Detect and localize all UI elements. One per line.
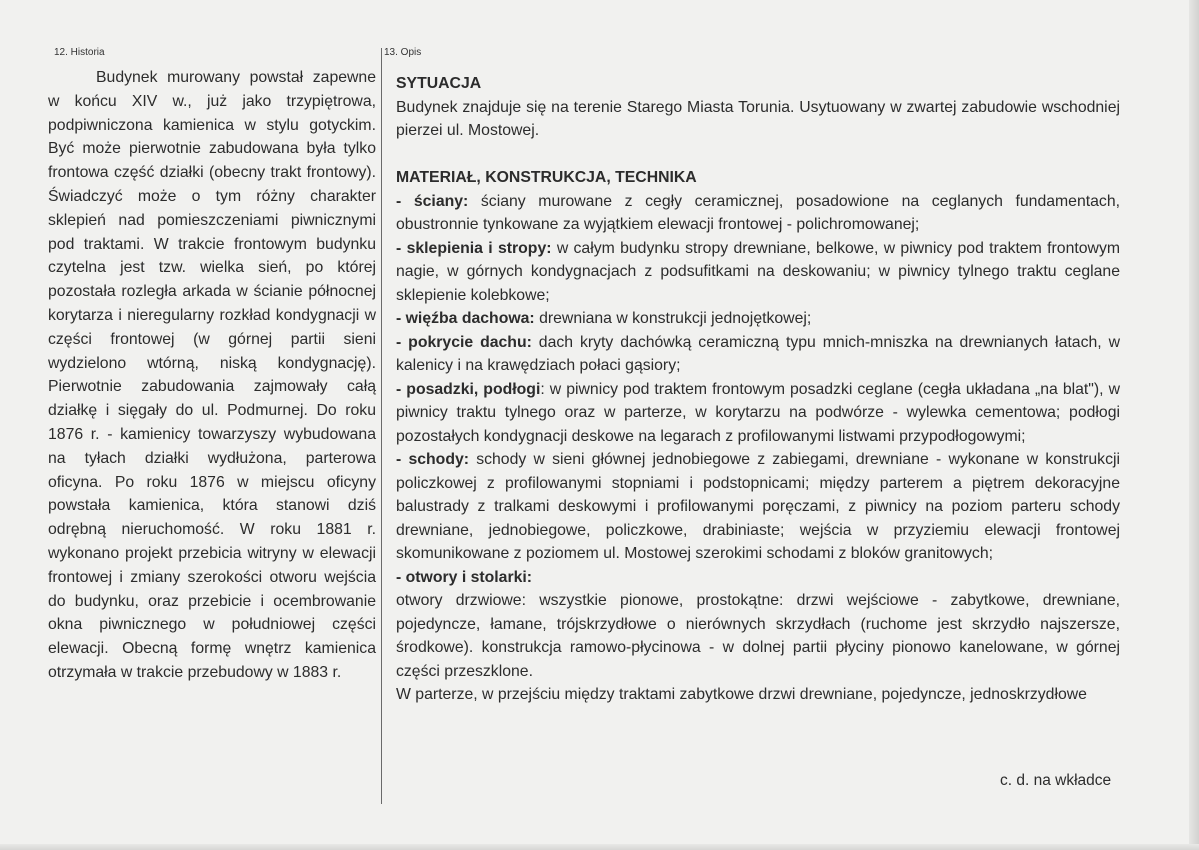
last-line: W parterze, w przejściu między traktami zabytkowe drzwi drewniane, pojedyncze, jednoskrzydłowe (396, 686, 1087, 703)
item-text: dach kryty dachówką ceramiczną typu mnich-mniszka na drewnianych łatach, w kalenicy i na krawędziach połaci gąsiory; (396, 333, 1121, 374)
item-walls (396, 190, 1120, 237)
item-label: - więźba dachowa: (396, 310, 535, 327)
item-label: - pokrycie dachu: (396, 333, 532, 351)
item-label: - posadzki, podłogi (396, 380, 541, 398)
item-text: w całym budynku stropy drewniane, belkowe, w piwnicy pod traktem frontowym nagie, w górnych kondygnacjach z podsufitkami na deskowaniu; w piwnicy tylnego traktu ceglane sklepienie kolebkowe; (396, 239, 1121, 304)
description-column (396, 72, 1120, 707)
item-text: : w piwnicy pod traktem frontowym posadzki ceglane (cegła układana „na blat"), w piwnicy traktu tylnego oraz w parterze, w korytarzu na podwórze - wylewka cementowa; podłogi pozostałych kondygnacji deskowe na legarach z profilowanymi listwami przypodłogowymi; (396, 380, 1121, 445)
item-text: drewniana w konstrukcji jednojętkowej; (534, 310, 812, 327)
item-stairs (396, 448, 1120, 566)
history-text: Budynek murowany powstał zapewne w końcu XIV w., już jako trzypiętrowa, podpiwniczona kamienica w stylu gotyckim. Być może pierwotnie zabudowana była tylko frontowa część działki (obecny trakt frontowy). Świadczyć może o tym różny charakter sklepień nad pomieszczeniami piwnicznymi pod traktami. W trakcie frontowym budynku czytelna jest tzw. wielka sień, po której pozostała rozległa arkada w ścianie północnej korytarza i nieregularny rozkład kondygnacji w części frontowej (w górnej partii sieni wydzielono wtórną, niską kondygnację). Pierwotnie zabudowania zajmowały całą działkę i sięgały do ul. Podmurnej. Do roku 1876 r. - kamienicy towarzyszy wybudowana na tyłach działki wydłużona, parterowa oficyna. Po roku 1876 w miejscu oficyny powstała kamienica, która stanowi dziś odrębną nieruchomość. W roku 1881 r. wykonano projekt przebicia witryny w elewacji frontowej i zmiany szerokości otworu wejścia do budynku, oraz przebicie i ocembrowanie okna piwnicznego w południowej części elewacji. Obecną formę wnętrz kamienica otrzymała w trakcie przebudowy w 1883 r. (48, 69, 376, 681)
item-label: - schody: (396, 451, 470, 468)
column-divider (381, 48, 382, 804)
history-section-label: 12. Historia (54, 47, 105, 58)
continued-note: c. d. na wkładce (1000, 772, 1112, 789)
item-floors (396, 378, 1120, 449)
material-heading: MATERIAŁ, KONSTRUKCJA, TECHNIKA (396, 169, 697, 186)
item-text: ściany murowane z cegły ceramicznej, posadowione na ceglanych fundamentach, obustronnie tynkowane za wyjątkiem elewacji frontowej - polichromowanej; (396, 192, 1120, 233)
description-section-label: 13. Opis (384, 47, 422, 58)
openings-text: otwory drzwiowe: wszystkie pionowe, prostokątne: drzwi wejściowe - zabytkowe, drewniane, pojedyncze, łamane, trójskrzydłowe o nierównych skrzydłach (ruchome jest skrzydło najszersze, środkowe). konstrukcja ramowo-płycinowa - w dolnej partii płyciny pionowo kanelowane, w górnej części przeszklone. (396, 592, 1120, 680)
item-roofing (396, 331, 1120, 378)
page-edge-bottom (0, 844, 1199, 850)
item-ceilings (396, 237, 1120, 308)
history-column (48, 66, 376, 685)
item-label: - ściany: (396, 192, 469, 210)
item-label: - sklepienia i stropy: (396, 239, 552, 257)
item-label: - otwory i stolarki: (396, 568, 533, 586)
page-edge (1189, 0, 1199, 850)
item-text: schody w sieni głównej jednobiegowe z zabiegami, drewniane - wykonane w konstrukcji policzkowej z profilowanymi stopniami i podstopnicami; między parterem a piętrem dekoracyjne balustrady z tralkami deskowymi i profilowanymi poręczami, z piwnicy na poziom parteru schody drewniane, jednobiegowe, policzkowe, drabiniaste; wejścia w przyziemiu elewacji frontowej skomunikowane z poziomem ul. Mostowej szerokimi schodami z bloków granitowych; (396, 451, 1120, 562)
sytuacja-text: Budynek znajduje się na terenie Starego Miasta Torunia. Usytuowany w zwartej zabudowie wschodniej pierzei ul. Mostowej. (396, 98, 1120, 139)
item-openings (396, 566, 1120, 590)
sytuacja-heading: SYTUACJA (396, 75, 482, 92)
item-roof-truss (396, 307, 1120, 331)
